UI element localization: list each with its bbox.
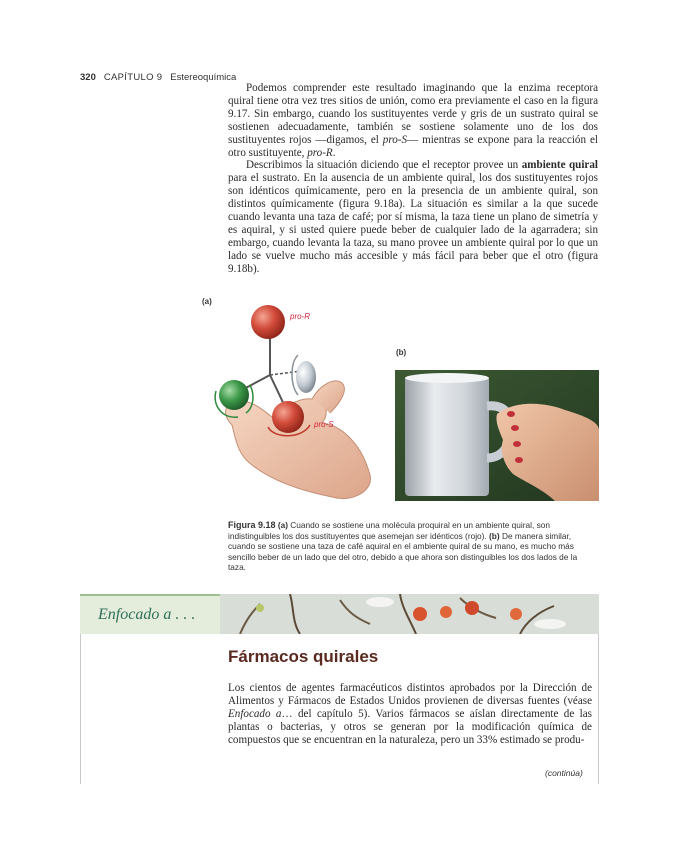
caption-a-label: (a) [277, 520, 288, 530]
focus-paragraph [228, 682, 592, 747]
caption-a-text: Cuando se sostiene una molécula proquiral en un ambiente quiral, son indistinguibles los dos sustituyentes que asemejan ser idénticos (rojo). [228, 520, 550, 541]
p2-text-end: para el sustrato. En la ausencia de un ambiente quiral, los dos sustituyentes rojos son idénticos químicamente, pero en la presencia de un ambiente quiral, son distintos químicamente (figura 9.18a). La situación es similar a la que sucede cuando levanta una taza de café; por sí misma, la taza tiene un plano de simetría y es aquiral, y si usted quiere puede beber de cualquier lado de la agarradera; sin embargo, cuando levanta la taza, su mano provee un ambiente quiral por lo que un lado se vuelve mucho más accesible y más fácil para beber que el otro (figura 9.18b). [228, 172, 598, 275]
chapter-label: CAPÍTULO 9 [103, 72, 163, 83]
p2-key-term: ambiente quiral [521, 159, 598, 172]
pro-r-label: pro-R [290, 312, 311, 321]
focus-text-start: Los cientos de agentes farmacéuticos distintos aprobados por la Dirección de Alimentos y Fármacos de Estados Unidos provienen de diversas fuentes (véase [228, 682, 592, 707]
focus-text-emphasis: Enfocado a [228, 707, 282, 720]
gray-substituent-sphere [296, 361, 316, 393]
figure-a-label: (a) [202, 297, 212, 306]
caption-b-text: De manera similar, cuando se sostiene una taza de café aquiral en el ambiente quiral de su mano, es mucho más sencillo beber de un lado que del otro, debido a que ahora son distinguibles los dos lados de la taza. [228, 530, 578, 573]
p1-text-mid: — mientras se expone para la reacción el otro sustituyente, [228, 133, 598, 159]
paragraph-2 [228, 159, 598, 275]
focus-banner-photo [220, 594, 599, 634]
mug-body [405, 376, 489, 496]
paragraph-1 [228, 82, 598, 159]
focus-box-text [228, 682, 592, 747]
figure-b-label: (b) [396, 348, 407, 357]
figure-b-mug-photo [395, 370, 599, 501]
p1-emphasis-pro-r: pro-R [307, 146, 333, 159]
pro-r-red-sphere [251, 305, 285, 339]
continued-note: (continúa) [545, 768, 583, 778]
focus-banner [80, 594, 599, 634]
focus-banner-tab [80, 594, 220, 634]
section-title: Fármacos quirales [228, 647, 379, 666]
p1-emphasis-pro-s: pro-S [382, 133, 408, 146]
figure-caption [228, 520, 596, 573]
p1-text-end: . [332, 146, 336, 159]
pro-s-red-sphere [272, 401, 304, 433]
caption-title: Figura 9.18 [228, 520, 276, 530]
figure-a-hand-molecule [202, 305, 380, 505]
p2-text: Describimos la situación diciendo que el receptor provee un [246, 159, 522, 172]
p1-text: Podemos comprender este resultado imaginando que la enzima receptora quiral tiene otra vez tres sitios de unión, como era previamente el caso en la figura 9.17. Sin embargo, cuando los sustituyentes verde y gris de un sustrato quiral se sostienen adecuadamente, también se sostiene solamente uno de los dos sustituyentes rojos —digamos, el [228, 82, 598, 146]
chapter-title: Estereoquímica [170, 72, 237, 83]
running-header [80, 72, 236, 83]
pro-s-label: pro-S [314, 420, 334, 429]
focus-banner-title: Enfocado a . . . [98, 606, 196, 623]
page-number: 320 [80, 72, 96, 83]
green-substituent-sphere [219, 380, 249, 410]
focus-text-end: … del capítulo 5). Varios fármacos se aíslan directamente de las plantas o bacterias, y otros se generan por la modificación química de compuestos que se encuentran en la naturaleza, pero un 33% estimado se produ- [228, 707, 593, 746]
caption-b-label: (b) [489, 530, 500, 541]
body-text [228, 82, 598, 276]
